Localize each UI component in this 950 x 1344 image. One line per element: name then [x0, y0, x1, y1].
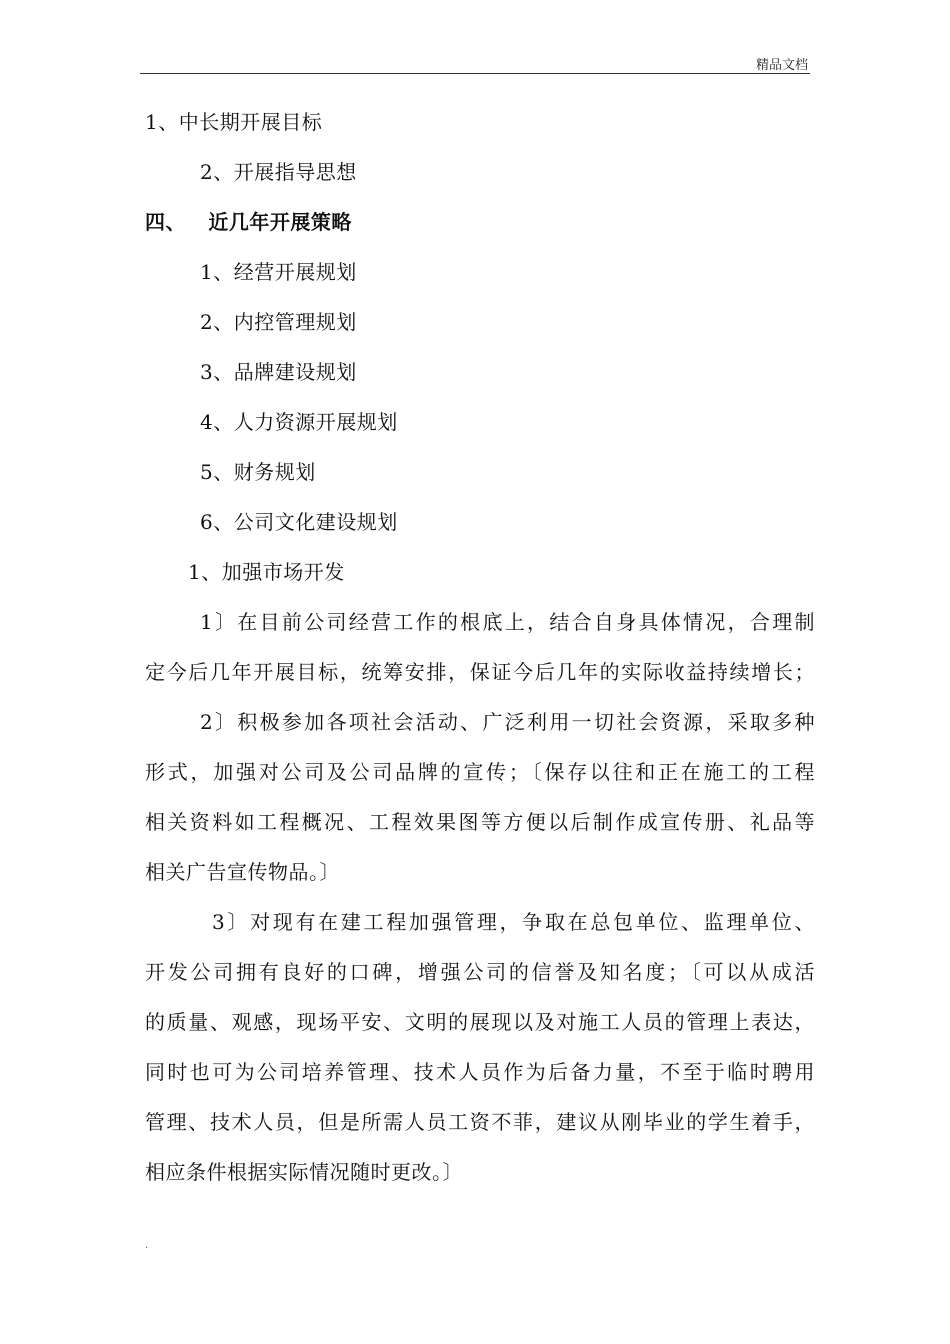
footer-mark: .: [145, 1240, 149, 1251]
section-heading: 四、 近几年开展策略: [145, 210, 352, 234]
paragraph-line: 3〕对现有在建工程加强管理，争取在总包单位、监理单位、: [212, 910, 815, 934]
outline-item: 6、公司文化建设规划: [200, 510, 398, 534]
paragraph-line: 开发公司拥有良好的口碑，增强公司的信誉及知名度；〔可以从成活: [145, 960, 815, 984]
paragraph-line: 1〕在目前公司经营工作的根底上，结合自身具体情况，合理制: [200, 610, 815, 634]
outline-item: 3、品牌建设规划: [200, 360, 357, 384]
outline-item: 4、人力资源开展规划: [200, 410, 398, 434]
subsection-heading: 1、加强市场开发: [188, 560, 345, 584]
paragraph-line: 形式，加强对公司及公司品牌的宣传；〔保存以往和正在施工的工程: [145, 760, 815, 784]
header-rule: [140, 73, 810, 74]
paragraph-line: 相关广告宣传物品。〕: [145, 860, 340, 884]
outline-item: 1、经营开展规划: [200, 260, 357, 284]
header-label: 精品文档: [755, 58, 808, 73]
paragraph-line: 相应条件根据实际情况随时更改。〕: [145, 1160, 463, 1184]
paragraph-line: 同时也可为公司培养管理、技术人员作为后备力量，不至于临时聘用: [145, 1060, 815, 1084]
paragraph-line: 2〕积极参加各项社会活动、广泛利用一切社会资源，采取多种: [200, 710, 815, 734]
paragraph-line: 的质量、观感，现场平安、文明的展现以及对施工人员的管理上表达，: [145, 1010, 815, 1034]
outline-item: 2、开展指导思想: [200, 160, 357, 184]
paragraph-line: 管理、技术人员，但是所需人员工资不菲，建议从刚毕业的学生着手，: [145, 1110, 815, 1134]
paragraph-line: 相关资料如工程概况、工程效果图等方便以后制作成宣传册、礼品等: [145, 810, 815, 834]
paragraph-line: 定今后几年开展目标，统筹安排，保证今后几年的实际收益持续增长；: [145, 660, 815, 684]
outline-item: 5、财务规划: [200, 460, 316, 484]
outline-item: 1、中长期开展目标: [145, 110, 323, 134]
outline-item: 2、内控管理规划: [200, 310, 357, 334]
